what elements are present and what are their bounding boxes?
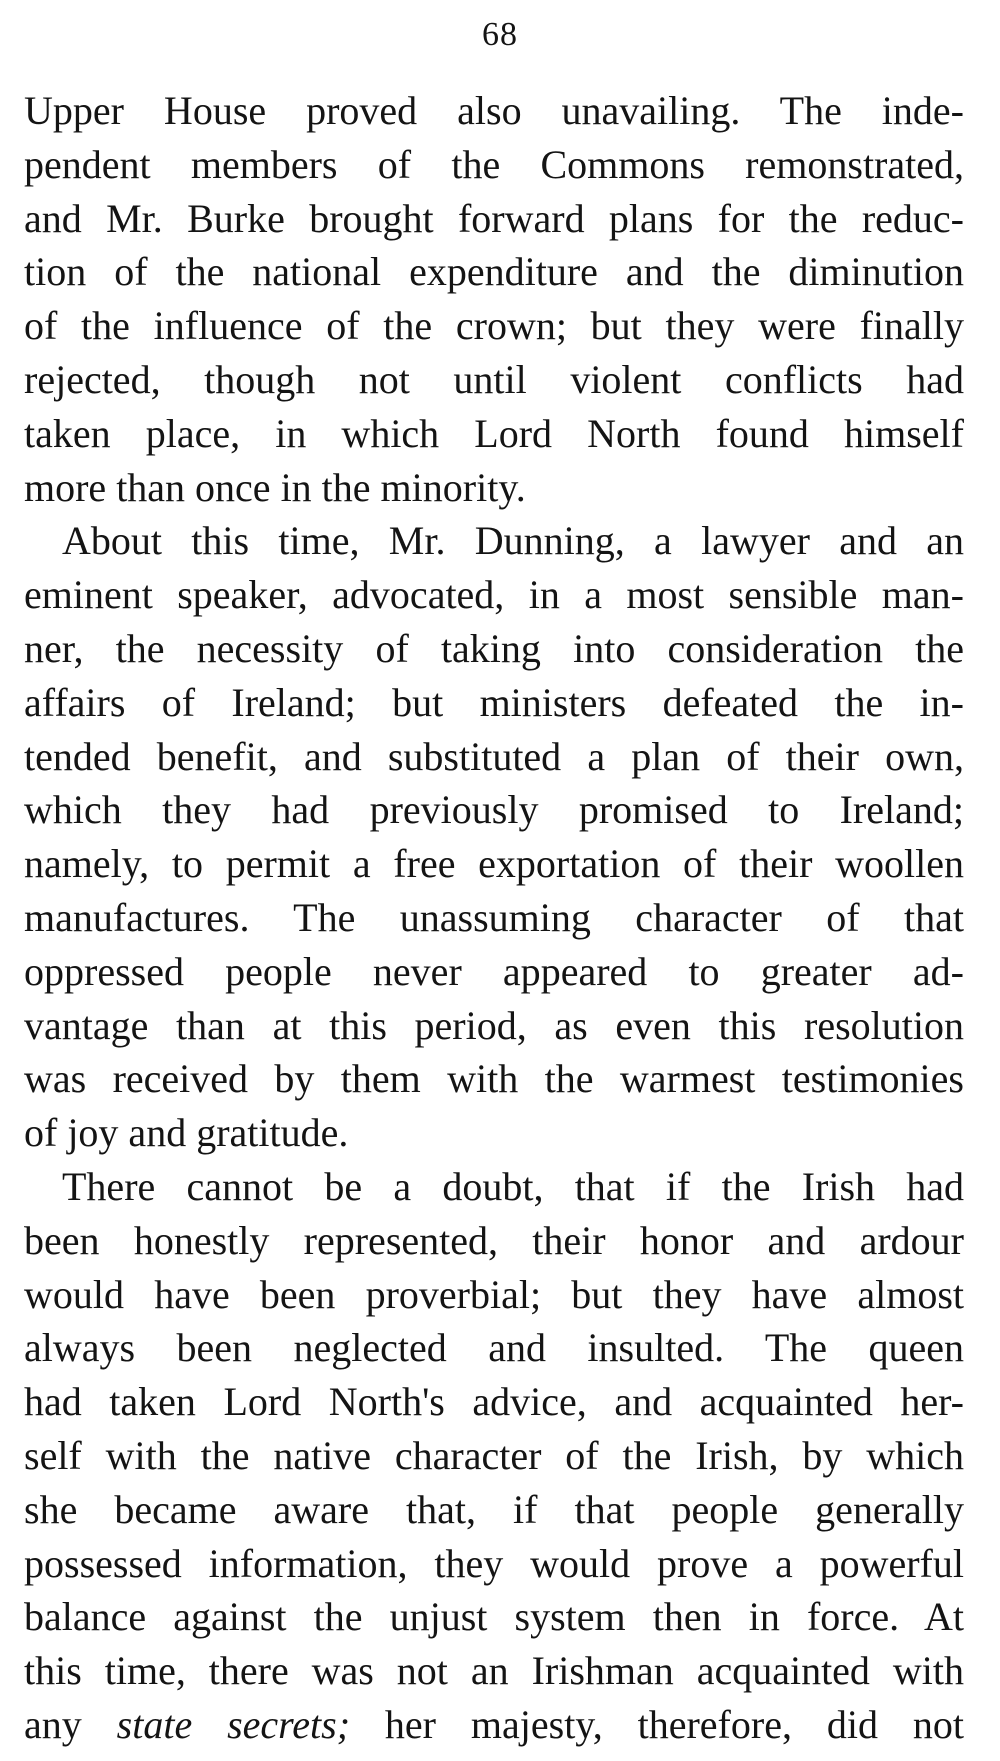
text-line: more than once in the minority. [24,464,526,510]
body-text [24,84,964,1752]
text-line: affairs of Ireland; but ministers defeated the in- [24,679,964,725]
text-line: always been neglected and insulted. The queen [24,1325,964,1371]
text-line: self with the native character of the Irish, by which [24,1432,964,1478]
text-line: pendent members of the Commons remonstrated, [24,141,964,187]
text-line: tion of the national expenditure and the diminution [24,249,964,295]
text-line: of the influence of the crown; but they were finally [24,303,964,349]
text-line: ner, the necessity of taking into consideration the [24,625,964,671]
text-line: possessed information, they would prove a powerful [24,1540,964,1586]
text-line: There cannot be a doubt, that if the Irish had [62,1163,964,1209]
text-line: taken place, in which Lord North found himself [24,410,964,456]
text-line: eminent speaker, advocated, in a most sensible man- [24,572,964,618]
text-line: which they had previously promised to Ireland; [24,787,964,833]
final-line-before: any [24,1701,117,1747]
text-line: manufactures. The unassuming character of that [24,894,964,940]
final-line-after: her majesty, therefore, did not [350,1701,964,1747]
text-line: would have been proverbial; but they have almost [24,1271,964,1317]
italic-phrase: state secrets; [116,1701,351,1747]
text-line: balance against the unjust system then in force. At [24,1594,964,1640]
text-line: she became aware that, if that people generally [24,1486,964,1532]
text-line: was received by them with the warmest testimonies [24,1056,964,1102]
text-line: vantage than at this period, as even this resolution [24,1002,964,1048]
page-number: 68 [482,16,518,53]
text-line-final [24,1698,964,1752]
text-line: tended benefit, and substituted a plan of their own, [24,733,964,779]
text-line: Upper House proved also unavailing. The inde- [24,88,964,133]
text-line: had taken Lord North's advice, and acquainted her- [24,1379,964,1425]
text-line: of joy and gratitude. [24,1110,349,1156]
text-line: been honestly represented, their honor and ardour [24,1217,964,1263]
text-line: oppressed people never appeared to greater ad- [24,948,964,994]
text-line: About this time, Mr. Dunning, a lawyer and an [62,518,964,564]
text-line: namely, to permit a free exportation of their woollen [24,841,964,887]
text-line: rejected, though not until violent conflicts had [24,356,964,402]
text-line: this time, there was not an Irishman acquainted with [24,1648,964,1694]
text-line: and Mr. Burke brought forward plans for the reduc- [24,195,964,241]
